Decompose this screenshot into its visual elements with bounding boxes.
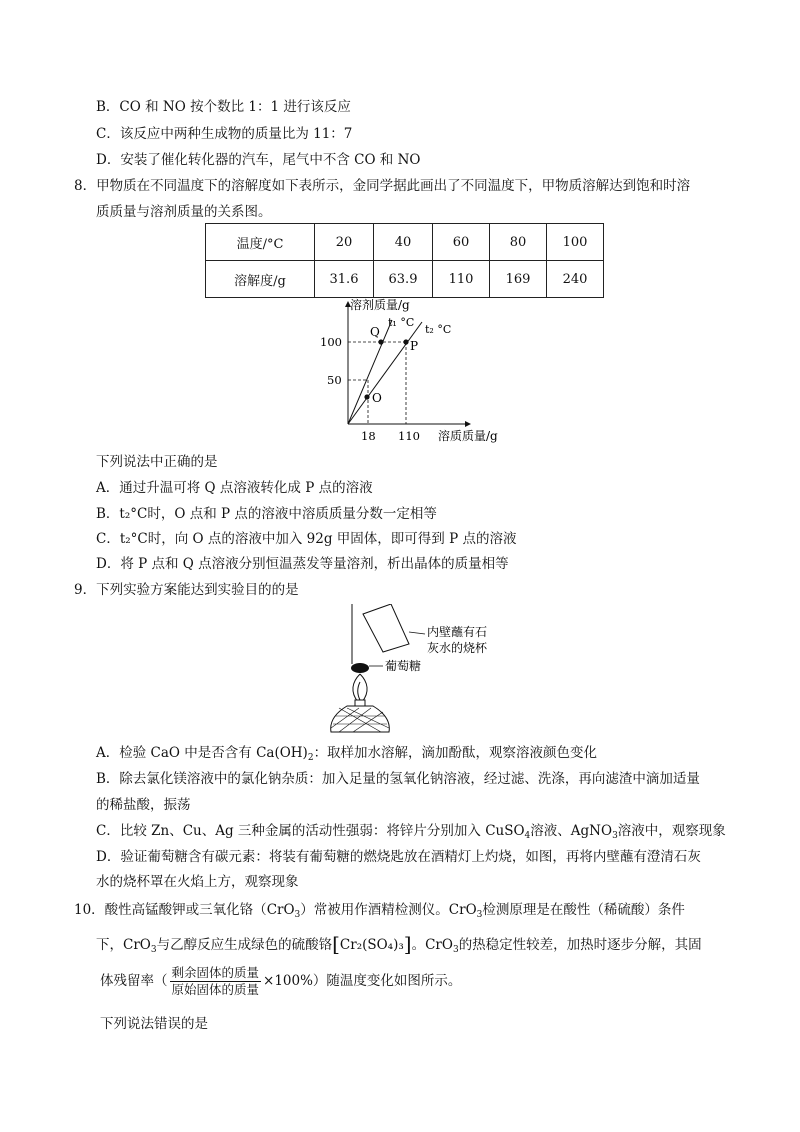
q9-option-a-prefix: A．检验 CaO 中是否含有 Ca(OH) — [96, 745, 308, 761]
q9-option-d-line2: 水的烧杯罩在火焰上方，观察现象 — [96, 874, 299, 890]
q10-l1-b: CrO — [266, 902, 295, 918]
q7-option-c: C．该反应中两种生成物的质量比为 11：7 — [96, 126, 353, 142]
q7-option-d: D．安装了催化转化器的汽车，尾气中不含 CO 和 NO — [96, 152, 421, 168]
q10-l2-sub: 3 — [150, 945, 157, 955]
bracket-open: [ — [332, 932, 340, 956]
point-p — [403, 339, 408, 344]
table-header-temp: 温度/°C — [206, 224, 315, 261]
q9-option-c-sub2: 3 — [612, 831, 618, 841]
table-cell: 169 — [490, 261, 547, 298]
q10-line3 — [100, 963, 461, 999]
q10-l1-c: ）常被用作酒精检测仪。 — [300, 902, 449, 918]
y-tick-100: 100 — [320, 335, 342, 349]
q8-option-a: A．通过升温可将 Q 点溶液转化成 P 点的溶液 — [96, 480, 373, 496]
q9-stem: 9．下列实验方案能达到实验目的的是 — [74, 582, 299, 598]
q9-option-c-suffix: 溶液中，观察现象 — [617, 823, 726, 839]
table-row — [206, 261, 604, 298]
table-cell: 100 — [547, 224, 604, 261]
y-axis-label: 溶剂质量/g — [350, 298, 410, 312]
table-cell: 40 — [374, 224, 433, 261]
beaker-label-2: 灰水的烧杯 — [427, 641, 488, 655]
q9-option-a-sub: 2 — [307, 753, 314, 763]
q10-l1-e: 检测原理是在酸性（稀硫酸）条件 — [482, 902, 685, 918]
flame-icon — [353, 674, 367, 702]
x-axis-label: 溶质质量/g — [438, 429, 498, 443]
table-cell: 80 — [490, 224, 547, 261]
beaker-label-1: 内壁蘸有石 — [427, 625, 488, 639]
table-cell: 240 — [547, 261, 604, 298]
table-cell: 110 — [433, 261, 490, 298]
solvent-solute-graph — [310, 296, 510, 446]
table-cell: 63.9 — [374, 261, 433, 298]
point-o-label: O — [372, 391, 382, 405]
lamp-wick-holder — [355, 700, 365, 706]
solubility-table — [205, 223, 604, 298]
q10-l2-c: 与乙醇反应生成绿色的硫酸铬 — [156, 937, 333, 953]
q9-option-d-line1: D．验证葡萄糖含有碳元素：将装有葡萄糖的燃烧匙放在酒精灯上灼烧，如图，再将内壁蘸有澄清石灰 — [96, 849, 701, 865]
q9-option-b-line1: B．除去氯化镁溶液中的氯化钠杂质：加入足量的氢氧化钠溶液，经过滤、洗涤，再向滤渣中滴加适量 — [96, 771, 700, 787]
chromium-sulfate-formula: Cr₂(SO₄)₃ — [339, 937, 404, 953]
point-p-label: P — [410, 339, 419, 353]
t2-label: t₂ °C — [425, 323, 452, 336]
table-header-solubility: 溶解度/g — [206, 261, 315, 298]
q10-l2-a: 下， — [96, 937, 123, 953]
q10-l2-sub2: 3 — [452, 945, 459, 955]
table-cell: 31.6 — [315, 261, 374, 298]
q10-l3-a: 体残留率（ — [100, 973, 168, 989]
x-tick-110: 110 — [398, 429, 420, 443]
q9-option-c — [96, 821, 726, 846]
q8-option-d: D．将 P 点和 Q 点溶液分别恒温蒸发等量溶剂，析出晶体的质量相等 — [96, 556, 509, 572]
q10-l2-e: CrO — [425, 937, 453, 953]
q8-option-c: C．t₂°C时，向 O 点的溶液中加入 92g 甲固体，即可得到 P 点的溶液 — [96, 531, 517, 547]
point-q — [378, 339, 383, 344]
q10-prompt: 下列说法错误的是 — [100, 1016, 208, 1032]
q10-l2-d: 。 — [411, 937, 426, 953]
point-q-label: Q — [370, 325, 380, 339]
table-row — [206, 224, 604, 261]
q8-stem-line1: 8．甲物质在不同温度下的溶解度如下表所示，金同学据此画出了不同温度下，甲物质溶解达到饱和时溶 — [74, 178, 691, 194]
q9-option-a — [96, 743, 597, 768]
fraction-numerator: 剩余固体的质量 — [171, 965, 260, 980]
residue-ratio-fraction — [170, 965, 262, 998]
fraction-denominator: 原始固体的质量 — [171, 982, 260, 997]
q9-option-b-line2: 的稀盐酸，振荡 — [96, 797, 191, 813]
q10-l1-d: CrO — [448, 902, 477, 918]
q8-prompt: 下列说法中正确的是 — [96, 454, 218, 470]
point-o — [364, 394, 369, 399]
q7-option-b: B．CO 和 NO 按个数比 1：1 进行该反应 — [96, 99, 351, 115]
combustion-spoon-icon — [351, 663, 369, 673]
table-cell: 60 — [433, 224, 490, 261]
beaker-icon — [363, 604, 409, 652]
q10-l1-sub: 3 — [294, 910, 301, 920]
x-tick-18: 18 — [361, 429, 376, 443]
table-cell: 20 — [315, 224, 374, 261]
beaker-pointer — [409, 632, 425, 634]
y-tick-50: 50 — [327, 373, 342, 387]
q10-l2-b: CrO — [123, 937, 151, 953]
q10-l2-f: 的热稳定性较差，加热时逐步分解，其固 — [458, 937, 702, 953]
alcohol-lamp-figure — [325, 604, 525, 736]
q10-l3-b: ×100%）随温度变化如图所示。 — [263, 973, 462, 989]
q10-line2 — [96, 934, 702, 960]
q9-option-c-sub1: 4 — [524, 831, 531, 841]
q8-stem-line2: 质质量与溶剂质量的关系图。 — [96, 204, 272, 220]
t1-label: t₁ °C — [388, 316, 415, 329]
q9-option-a-suffix: ：取样加水溶解，滴加酚酞，观察溶液颜色变化 — [313, 745, 598, 761]
q8-option-b: B．t₂°C时，O 点和 P 点的溶液中溶质质量分数一定相等 — [96, 506, 437, 522]
glucose-label: 葡萄糖 — [385, 659, 422, 673]
q9-option-c-mid: 溶液、AgNO — [530, 823, 613, 839]
q9-option-c-prefix: C．比较 Zn、Cu、Ag 三种金属的活动性强弱：将锌片分别加入 CuSO — [96, 823, 525, 839]
q10-l1-sub2: 3 — [476, 910, 483, 920]
q10-line1 — [74, 900, 685, 925]
alcohol-lamp-icon — [331, 706, 390, 732]
q10-l1-a: 10．酸性高锰酸钾或三氧化铬（ — [74, 902, 267, 918]
bracket-close: ] — [403, 932, 412, 956]
